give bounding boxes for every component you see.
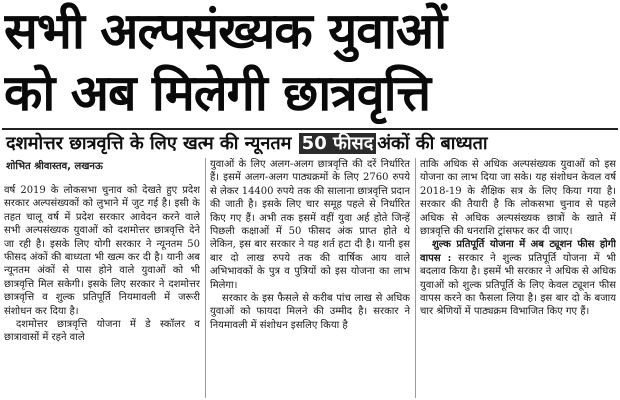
article-column-3	[420, 158, 616, 398]
article-column-2	[210, 158, 410, 398]
byline: शोभित श्रीवास्तव, लखनऊ	[6, 161, 103, 172]
headline-line-1: सभी अल्पसंख्यक युवाओं	[4, 2, 447, 60]
article-column-1	[4, 184, 200, 398]
headline-rule	[2, 128, 618, 130]
subhead-highlight: 50 फीसद	[299, 133, 377, 154]
column-divider	[415, 158, 416, 398]
col1-paragraph-2: दशमोत्तर छात्रवृत्ति योजना में डे स्कॉलर व छात्रावासों में रहने वाले	[4, 319, 200, 344]
col3-paragraph-2-text: सरकार ने शुल्क प्रतिपूर्ति योजना में भी बदलाव किया है। इसमें भी सरकार ने अधिक से अधिक युवाओं को शुल्क प्रतिपूर्ति के लिए केवल ट्यूशन फीस वापस करने का फैसला लिया है। इस बार दो के बजाय चार श्रेणियों में पाठ्यक्रम विभाजित किए गए हैं।	[420, 252, 616, 318]
subhead-text-before: दशमोत्तर छात्रवृत्ति के लिए खत्म की न्यूनतम	[6, 133, 292, 154]
headline	[4, 0, 616, 124]
col2-paragraph-1: युवाओं के लिए अलग-अलग छात्रवृत्ति की दरें निर्धारित हैं। इसमें अलग-अलग पाठ्यक्रमों के लिए 2760 रुपये से लेकर 14400 रुपये तक की सालाना छात्रवृत्ति प्रदान की जाती है। इसके लिए चार समूह पहले से निर्धारित किए गए हैं। अभी तक इसमें वहीं युवा अर्ह होते जिन्हें पिछली कक्षाओं में 50 फीसद अंक प्राप्त होते थे लेकिन, इस बार सरकार ने यह शर्त हटा दी है। यानी इस बार दो लाख रुपये तक की वार्षिक आय वाले अभिभावकों के पुत्र व पुत्रियों को इस योजना का लाभ मिलेगा।	[210, 159, 410, 291]
col2-paragraph-2: सरकार के इस फैसले से करीब पांच लाख से अधिक युवाओं को फायदा मिलने की उम्मीद है। सरकार ने नियमावली में संशोधन इसलिए किया है	[210, 293, 410, 331]
column-divider	[205, 158, 206, 398]
headline-line-2: को अब मिलेगी छात्रवृत्ति	[4, 64, 431, 122]
col1-paragraph-1: वर्ष 2019 के लोकसभा चुनाव को देखते हुए प्रदेश सरकार अल्पसंख्यकों को लुभाने में जुट गई है। इसी के तहत चालू वर्ष में प्रदेश सरकार आवेदन करने वाले सभी अल्पसंख्यक युवाओं को दशमोत्तर छात्रवृत्ति देने जा रही है। इसके लिए योगी सरकार ने न्यूनतम 50 फीसद अंकों की बाध्यता भी खत्म कर दी है। यानी अब न्यूनतम अंकों से पास होने वाले युवाओं को भी छात्रवृत्ति मिल सकेगी। इसके लिए सरकार ने दशमोत्तर छात्रवृत्ति व शुल्क प्रतिपूर्ति नियमावली में जरूरी संशोधन कर दिया है।	[4, 185, 200, 317]
subheadline	[6, 131, 616, 157]
col3-section-heading: शुल्क प्रतिपूर्ति योजना में अब ट्यूशन फीस होगी वापस :	[420, 239, 616, 264]
col3-paragraph-1: ताकि अधिक से अधिक अल्पसंख्यक युवाओं को इस योजना का लाभ दिया जा सके। यह संशोधन केवल वर्ष 2018-19 के शैक्षिक सत्र के लिए किया गया है। सरकार की तैयारी है कि लोकसभा चुनाव से पहले अधिक से अधिक अल्पसंख्यक छात्रों के खाते में छात्रवृत्ति की धनराशि ट्रांसफर कर दी जाए।	[420, 159, 616, 238]
subhead-text-after: अंकों की बाध्यता	[377, 133, 488, 154]
col3-paragraph-2	[420, 238, 616, 318]
